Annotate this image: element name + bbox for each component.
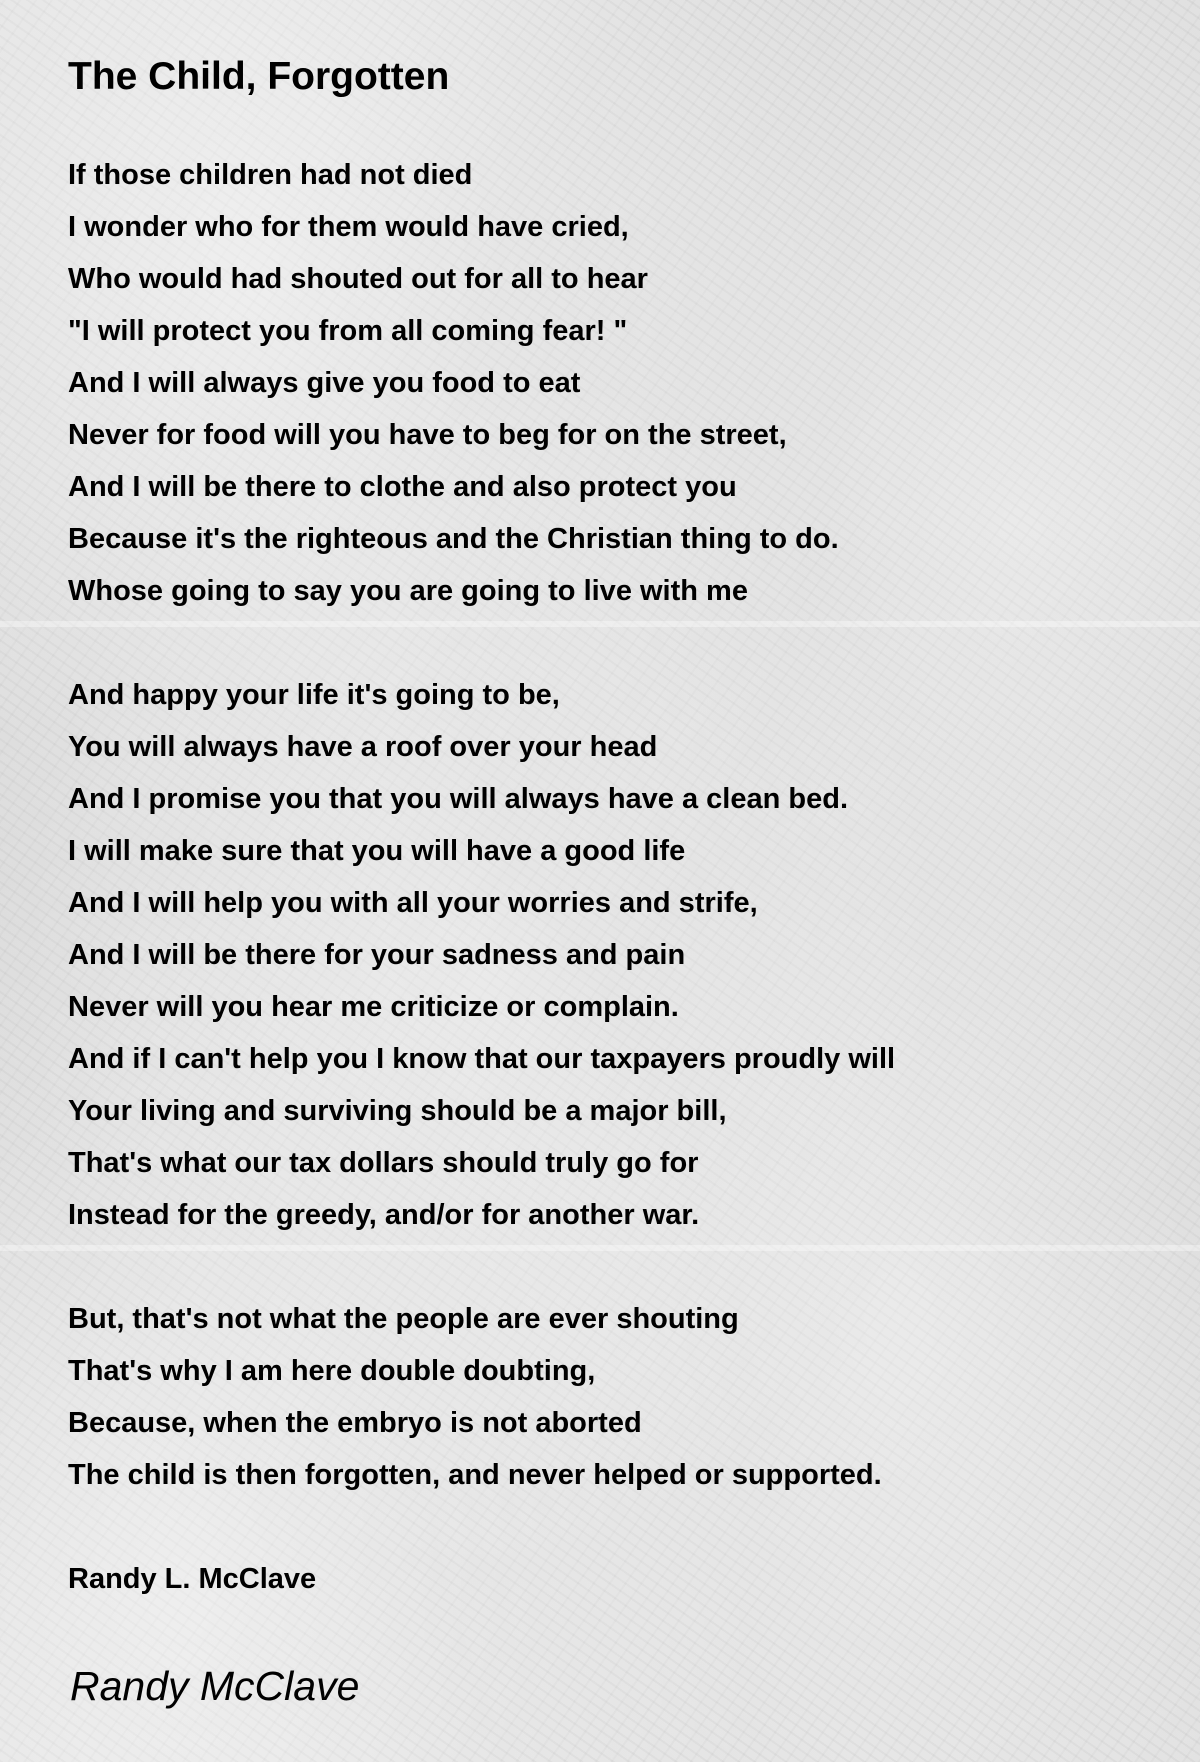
poem-line: Because it's the righteous and the Christian thing to do.: [68, 523, 839, 555]
poem-line: "I will protect you from all coming fear! ": [68, 315, 628, 347]
poem-line: Your living and surviving should be a major bill,: [68, 1095, 727, 1127]
poem-line: If those children had not died: [68, 159, 473, 191]
poem-line: Never for food will you have to beg for on the street,: [68, 419, 787, 451]
poem-line: Instead for the greedy, and/or for another war.: [68, 1199, 700, 1231]
stanza-break: [68, 1241, 1168, 1293]
stanza-1: [68, 149, 1168, 617]
poem-title: The Child, Forgotten: [68, 55, 450, 98]
author-line: Randy L. McClave: [68, 1563, 317, 1595]
poem-line: I will make sure that you will have a good life: [68, 835, 686, 867]
poem-line: And I will be there to clothe and also protect you: [68, 471, 737, 503]
poem-line: You will always have a roof over your head: [68, 731, 658, 763]
author-signature: Randy McClave: [70, 1663, 360, 1709]
poem-line: And I will help you with all your worries and strife,: [68, 887, 758, 919]
poem-line: And I will be there for your sadness and pain: [68, 939, 686, 971]
poem-line: I wonder who for them would have cried,: [68, 211, 629, 243]
poem-line: That's why I am here double doubting,: [68, 1355, 596, 1387]
poem-line: And happy your life it's going to be,: [68, 679, 560, 711]
poem-line: Because, when the embryo is not aborted: [68, 1407, 642, 1439]
stanza-2: [68, 669, 1168, 1241]
poem-body: [68, 149, 1168, 1501]
poem-line: Who would had shouted out for all to hear: [68, 263, 648, 295]
stanza-break: [68, 617, 1168, 669]
poem-line: Whose going to say you are going to live with me: [68, 575, 748, 607]
poem-line: And if I can't help you I know that our taxpayers proudly will: [68, 1043, 896, 1075]
poem-line: And I will always give you food to eat: [68, 367, 581, 399]
poem-line: The child is then forgotten, and never helped or supported.: [68, 1459, 882, 1491]
poem-line: And I promise you that you will always have a clean bed.: [68, 783, 848, 815]
poem-line: That's what our tax dollars should truly go for: [68, 1147, 699, 1179]
stanza-3: [68, 1293, 1168, 1501]
poem-line: But, that's not what the people are ever shouting: [68, 1303, 739, 1335]
poem-line: Never will you hear me criticize or complain.: [68, 991, 679, 1023]
